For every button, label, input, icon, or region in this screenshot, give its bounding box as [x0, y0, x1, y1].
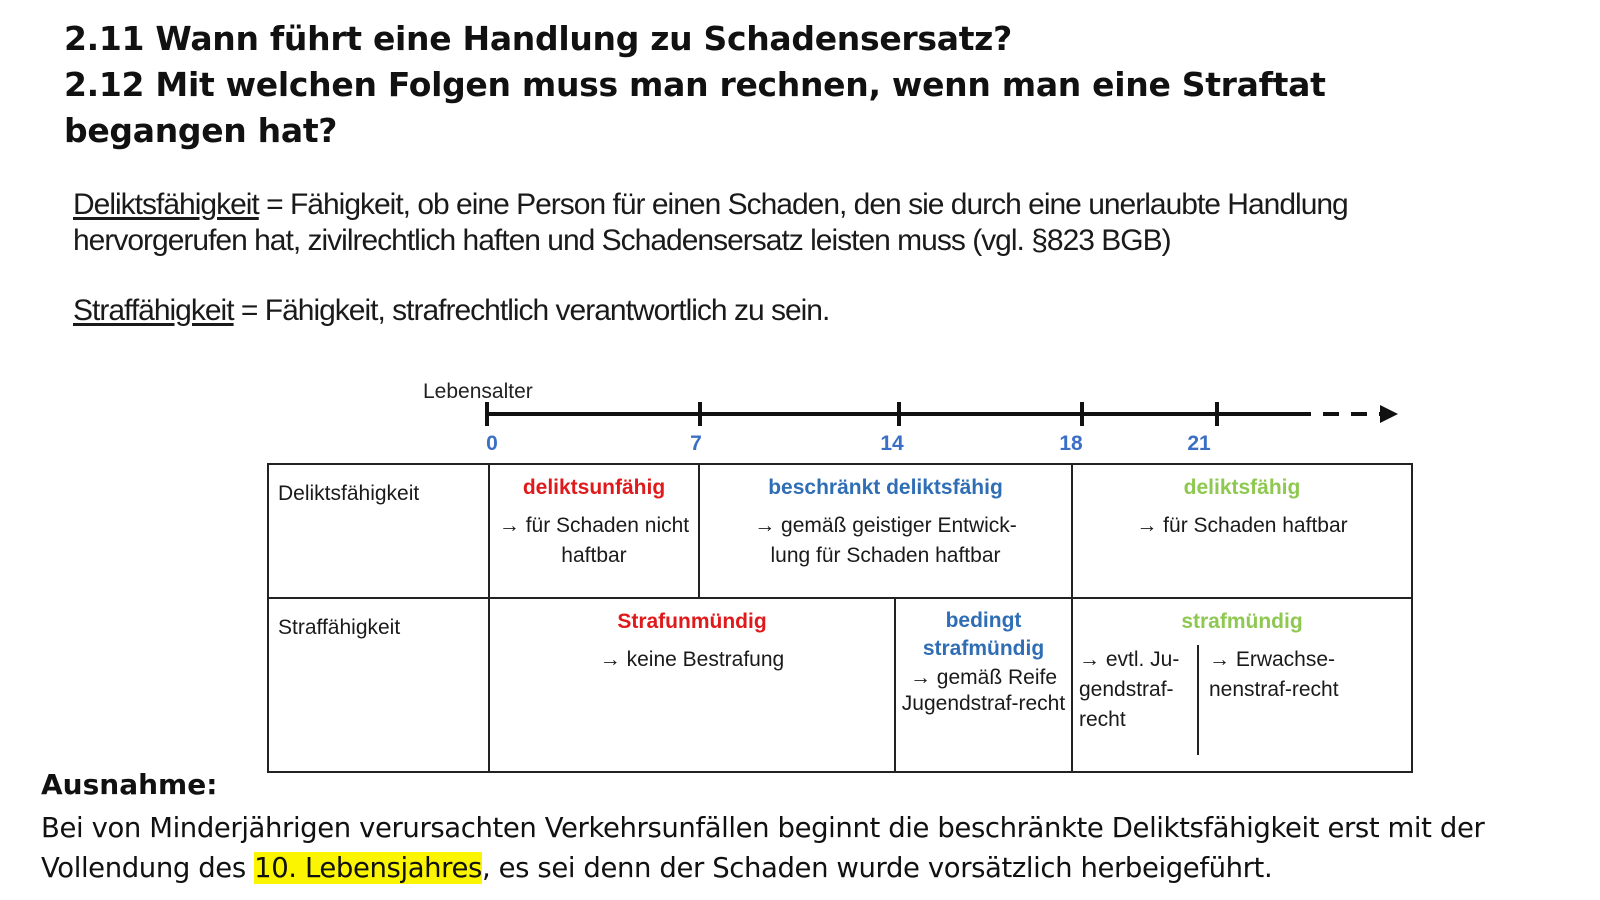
cell-description: → gemäß geistiger Entwick-lung für Schaden haftbar	[754, 514, 1017, 567]
cell-title: Strafunmündig	[617, 610, 767, 633]
timeline-tick-label: 21	[1187, 432, 1211, 455]
cell-title: bedingt strafmündig	[922, 609, 1045, 660]
definition-text: = Fähigkeit, ob eine Person für einen Schaden, den sie durch eine unerlaubte Handlung hervorgerufen hat, zivilrechtlich haften und Schadensersatz leisten muss (vgl. §823 BGB)	[73, 188, 1348, 257]
definition-term: Deliktsfähigkeit	[73, 188, 259, 221]
cell-description: → keine Bestrafung	[599, 648, 785, 671]
cell-title: strafmündig	[1181, 610, 1303, 633]
exception-label: Ausnahme:	[41, 768, 218, 801]
table-cell-strafunmuendig	[490, 607, 894, 675]
timeline-tick-label: 0	[486, 432, 498, 455]
cell-title: beschränkt deliktsfähig	[768, 476, 1003, 499]
timeline-tick-label: 7	[690, 432, 702, 455]
definition-term: Straffähigkeit	[73, 294, 234, 327]
cell-description-erwachsenenstrafrecht: → Erwachse-nenstraf-recht	[1209, 648, 1339, 701]
timeline-arrowhead	[1380, 405, 1398, 423]
heading-line-2: 2.12 Mit welchen Folgen muss man rechnen, wenn man eine Straftat	[64, 65, 1326, 104]
table-cell-bedingt-strafmuendig	[896, 607, 1071, 717]
timeline-tick-label: 18	[1059, 432, 1083, 455]
cell-description: → gemäß Reife Jugendstraf-recht	[901, 666, 1066, 715]
cell-description-jugendstrafrecht: → evtl. Ju-gendstraf-recht	[1079, 648, 1180, 731]
heading-line-3: begangen hat?	[64, 111, 338, 150]
table-cell-deliktsfaehig	[1073, 473, 1411, 541]
cell-description: → für Schaden nicht haftbar	[498, 514, 690, 567]
exception-text	[41, 808, 1561, 888]
cell-title: deliktsfähig	[1183, 476, 1301, 499]
exception-text-after: , es sei denn der Schaden wurde vorsätzlich herbeigeführt.	[481, 852, 1273, 884]
timeline-tick-label: 14	[880, 432, 904, 455]
table-row-header: Straffähigkeit	[278, 616, 401, 639]
definition-text: = Fähigkeit, strafrechtlich verantwortlich zu sein.	[233, 294, 830, 327]
table-cell-beschraenkt-deliktsfaehig	[700, 473, 1071, 571]
capacity-table	[267, 463, 1413, 773]
heading-line-1: 2.11 Wann führt eine Handlung zu Schadensersatz?	[64, 19, 1012, 58]
exception-highlight: 10. Lebensjahres	[254, 852, 482, 884]
table-row-header: Deliktsfähigkeit	[278, 482, 420, 505]
cell-description: → für Schaden haftbar	[1136, 514, 1348, 537]
timeline-axis-label: Lebensalter	[423, 380, 533, 403]
table-dashed-divider	[1197, 645, 1199, 755]
table-cell-strafmuendig	[1073, 607, 1411, 637]
cell-title: deliktsunfähig	[522, 476, 666, 499]
table-cell-deliktsunfaehig	[490, 473, 698, 571]
exception-text-before: Bei von Minderjährigen verursachten Verkehrsunfällen beginnt die beschränkte Deliktsfähigkeit erst mit der Vollendung des	[41, 812, 1485, 884]
